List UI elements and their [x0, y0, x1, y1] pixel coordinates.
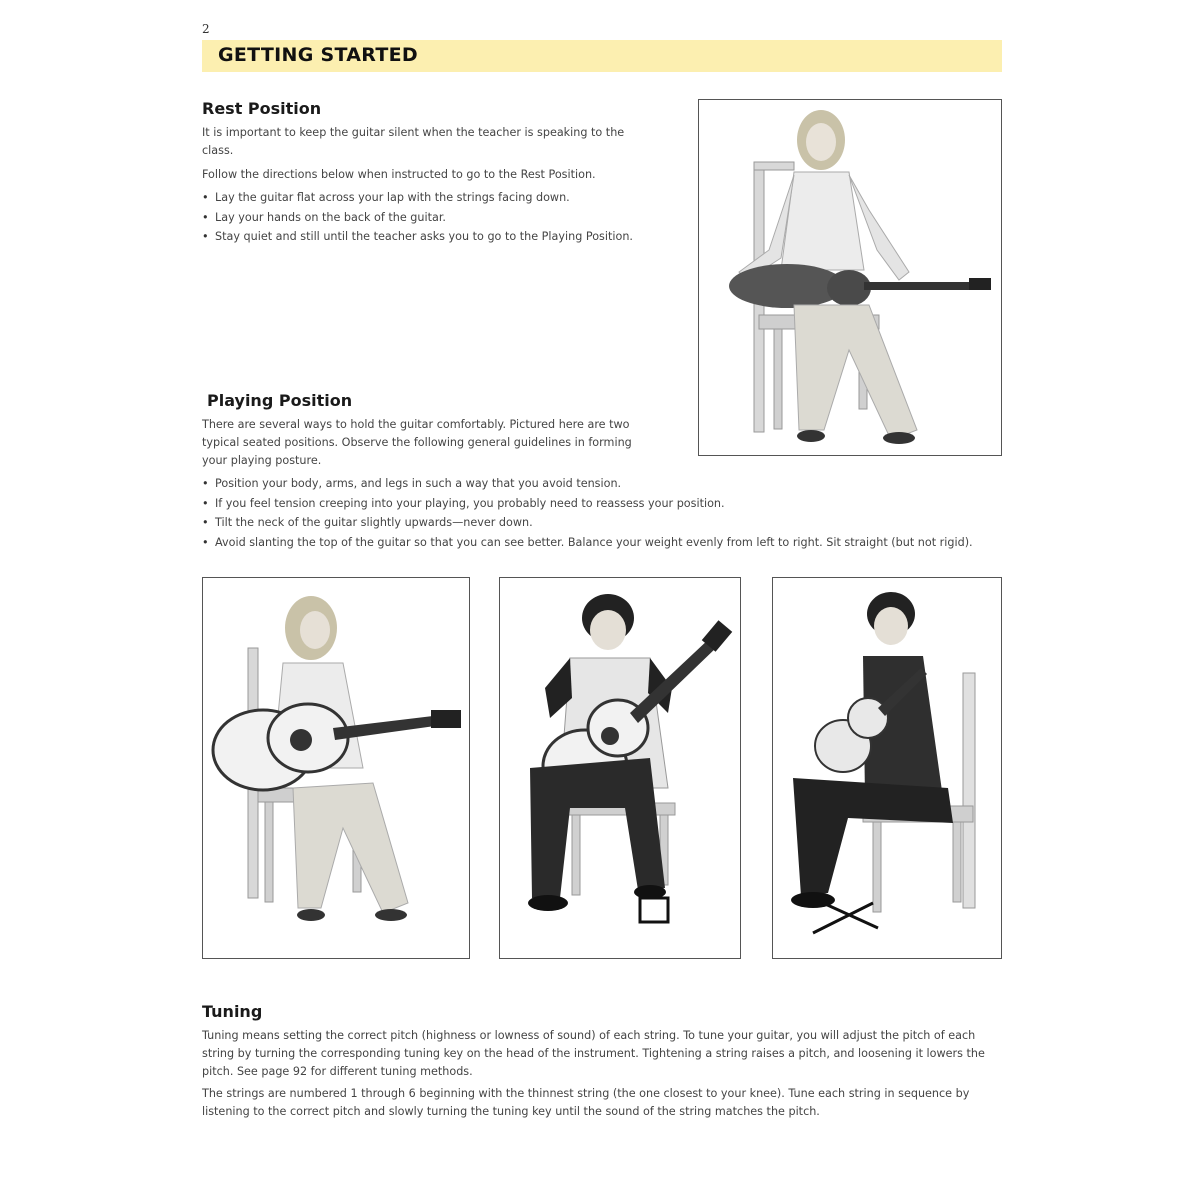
page-number: 2: [202, 22, 210, 36]
list-item: • Tilt the neck of the guitar slightly upwards—never down.: [202, 513, 992, 533]
tuning-heading: Tuning: [202, 1002, 263, 1021]
list-item: • Lay your hands on the back of the guitar.: [202, 208, 647, 228]
playing-position-list: [202, 474, 992, 552]
list-item: • If you feel tension creeping into your playing, you probably need to reassess your position.: [202, 494, 992, 514]
playing-position-heading: Playing Position: [207, 391, 353, 410]
rest-position-intro: It is important to keep the guitar silent when the teacher is speaking to the class.: [202, 126, 625, 157]
list-item: • Lay the guitar flat across your lap with the strings facing down.: [202, 188, 647, 208]
tuning-paragraph-2: The strings are numbered 1 through 6 beginning with the thinnest string (the one closest to your knee). Tune each string in sequence by listening to the correct pitch and slowly turning the tuning key until the sound of the string matches the pitch.: [202, 1087, 970, 1118]
playing-position-intro: There are several ways to hold the guitar comfortably. Pictured here are two typical seated positions. Observe the following general guidelines in forming your playing posture.: [202, 418, 632, 467]
rest-position-section: [202, 99, 647, 247]
list-item: • Stay quiet and still until the teacher asks you to go to the Playing Position.: [202, 227, 647, 247]
playing-photo-classical-chair: [772, 577, 1002, 959]
tuning-section: [202, 1002, 997, 1121]
playing-photo-steel-string: [202, 577, 470, 959]
rest-position-list: [202, 188, 647, 247]
list-item: • Position your body, arms, and legs in such a way that you avoid tension.: [202, 474, 992, 494]
list-item: • Avoid slanting the top of the guitar so that you can see better. Balance your weight evenly from left to right. Sit straight (but not rigid).: [202, 533, 992, 553]
section-title: GETTING STARTED: [218, 44, 418, 66]
rest-position-heading: Rest Position: [202, 99, 322, 118]
rest-position-instruction: Follow the directions below when instructed to go to the Rest Position.: [202, 168, 596, 181]
tuning-paragraph-1: Tuning means setting the correct pitch (highness or lowness of sound) of each string. To tune your guitar, you will adjust the pitch of each string by turning the corresponding tuning key on the head of the instrument. Tightening a string raises a pitch, and loosening it lowers the pitch. See page 92 for different tuning methods.: [202, 1029, 985, 1078]
playing-position-section: [202, 391, 992, 552]
playing-photo-classical-footstool: [499, 577, 741, 959]
